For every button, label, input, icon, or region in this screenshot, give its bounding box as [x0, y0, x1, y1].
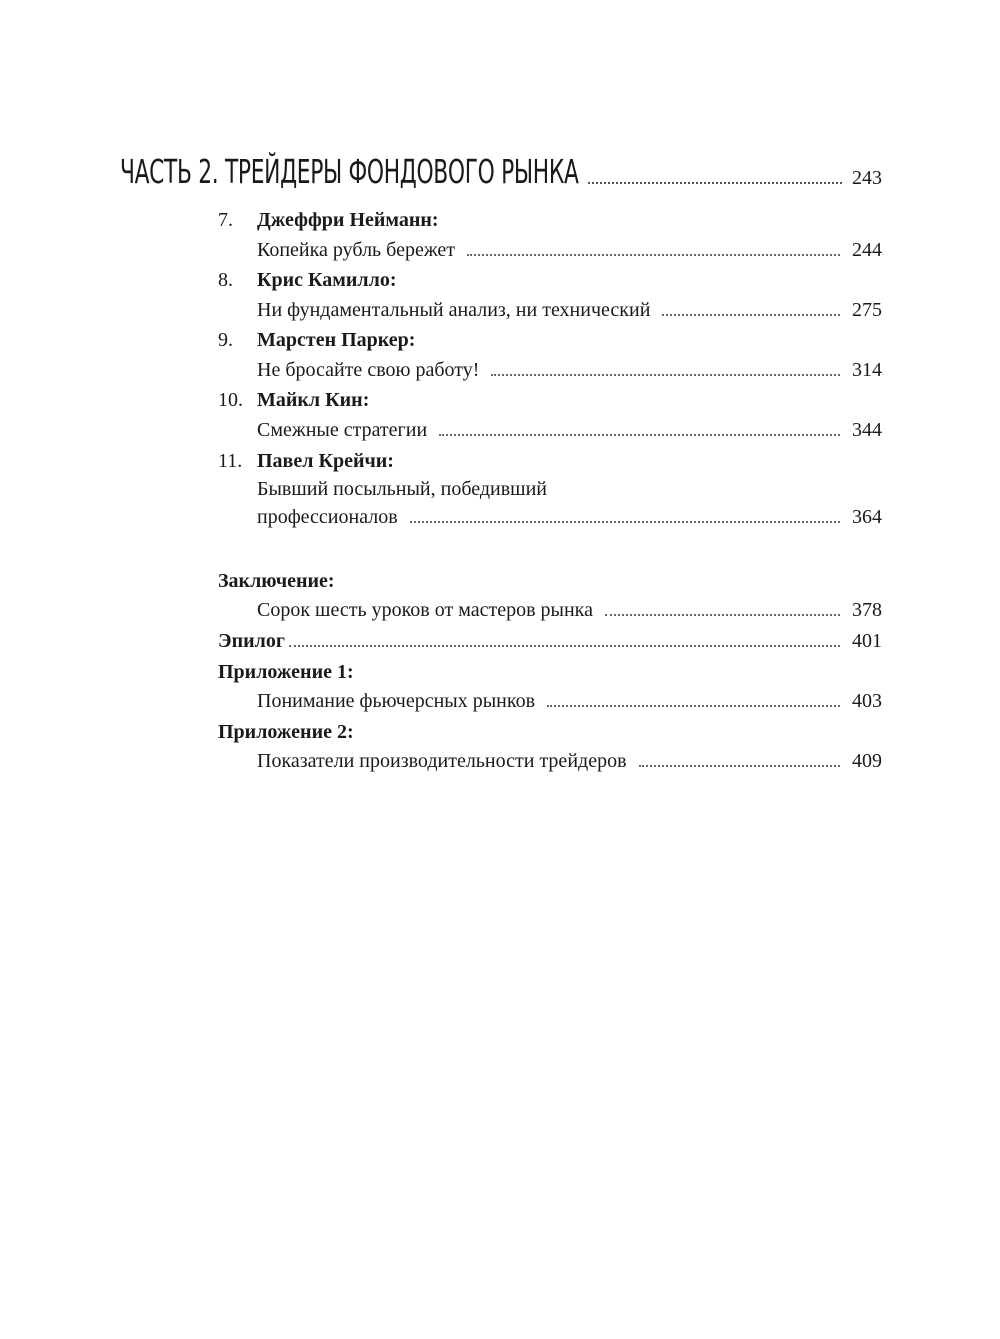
section-title: Показатели производительности трейдеров: [257, 750, 627, 772]
dot-leader: [639, 765, 840, 767]
part-title: ЧАСТЬ 2. ТРЕЙДЕРЫ ФОНДОВОГО РЫНКА: [120, 152, 579, 191]
section-heading: Приложение 1:: [218, 661, 354, 683]
chapter-author: Крис Камилло:: [257, 269, 397, 291]
section-title-line: [257, 598, 882, 622]
page-number: 243: [852, 167, 882, 189]
chapter-title-line-2: профессионалов: [257, 506, 398, 528]
page-number: 401: [852, 630, 882, 652]
section-heading: Заключение:: [218, 570, 335, 592]
chapter-title-line-1: Бывший посыльный, победивший: [257, 478, 547, 500]
dot-leader: [547, 705, 840, 707]
part-heading: [120, 150, 882, 190]
dot-leader: [410, 521, 840, 523]
dot-leader: [662, 314, 840, 316]
chapter-title-line: [257, 418, 882, 442]
chapter-title-line: [257, 238, 882, 262]
section-title-line: [218, 629, 882, 653]
chapter-title-line: [257, 505, 882, 529]
chapter-number: 9.: [218, 329, 233, 351]
section-heading: Эпилог: [218, 630, 285, 652]
dot-leader: [605, 614, 840, 616]
page-number: 344: [852, 419, 882, 441]
page-number: 403: [852, 690, 882, 712]
chapter-author: Джеффри Нейманн:: [257, 209, 439, 231]
dot-leader: [439, 434, 840, 436]
dot-leader: [588, 182, 842, 184]
chapter-title: Смежные стратегии: [257, 419, 428, 441]
page-number: 409: [852, 750, 882, 772]
section-title-line: [257, 689, 882, 713]
chapter-author: Марстен Паркер:: [257, 329, 416, 351]
page-number: 244: [852, 239, 882, 261]
chapter-title-line: [257, 298, 882, 322]
page-number: 364: [852, 506, 882, 528]
page-number: 378: [852, 599, 882, 621]
page-number: 275: [852, 299, 882, 321]
section-title: Понимание фьючерсных рынков: [257, 690, 536, 712]
chapter-author: Майкл Кин:: [257, 389, 370, 411]
chapter-title: Копейка рубль бережет: [257, 239, 456, 261]
chapter-author: Павел Крейчи:: [257, 450, 394, 472]
dot-leader: [289, 645, 840, 647]
dot-leader: [491, 374, 840, 376]
chapter-number: 8.: [218, 269, 233, 291]
dot-leader: [467, 254, 840, 256]
chapter-title-line: [257, 358, 882, 382]
chapter-title: Не бросайте свою работу!: [257, 359, 480, 381]
page-number: 314: [852, 359, 882, 381]
chapter-number: 10.: [218, 389, 243, 411]
section-heading: Приложение 2:: [218, 721, 354, 743]
section-title: Сорок шесть уроков от мастеров рынка: [257, 599, 593, 621]
part-title-box: [120, 150, 582, 190]
chapter-number: 7.: [218, 209, 233, 231]
chapter-title: Ни фундаментальный анализ, ни технический: [257, 299, 651, 321]
chapter-number: 11.: [218, 450, 243, 472]
section-title-line: [257, 749, 882, 773]
